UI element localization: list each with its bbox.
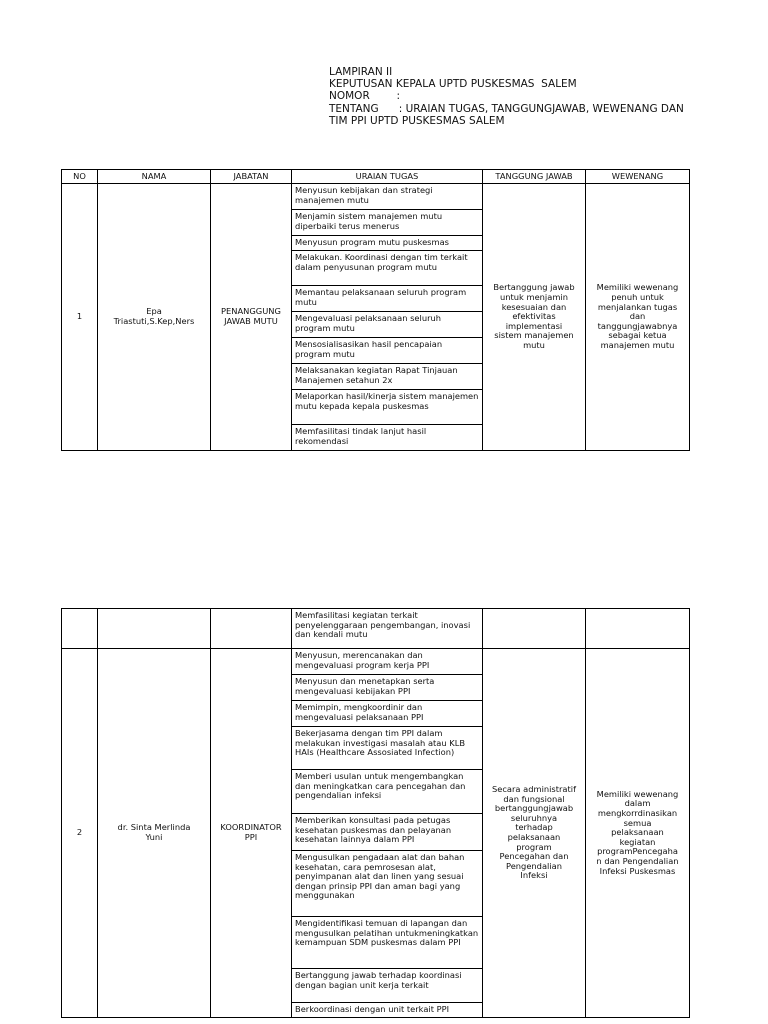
header-nama: NAMA (98, 170, 211, 184)
table-row (62, 649, 690, 675)
row-wewenang: Memiliki wewenang penuh untuk menjalankan tugas dan tanggungjawabnya sebagai ketua manajemen mutu (586, 184, 690, 451)
row-nama: dr. Sinta Merlinda Yuni (98, 649, 211, 1018)
table-row-continuation (62, 609, 690, 649)
task-item: Melaporkan hasil/kinerja sistem manajemen mutu kepada kepala puskesmas (292, 390, 483, 425)
row-tanggung-jawab: Bertanggung jawab untuk menjamin kesesuaian dan efektivitas implementasi sistem manajemen mutu (483, 184, 586, 451)
task-item: Mengusulkan pengadaan alat dan bahan kesehatan, cara pemrosesan alat, penyimpanan alat dan linen yang sesuai dengan prinsip PPI dan aman bagi yang menggunakan (292, 851, 483, 917)
row-jabatan: KOORDINATOR PPI (211, 649, 292, 1018)
empty-cell (211, 609, 292, 649)
header-uraian-tugas: URAIAN TUGAS (292, 170, 483, 184)
empty-cell (483, 609, 586, 649)
table-header-row (62, 170, 690, 184)
task-item: Memimpin, mengkoordinir dan mengevaluasi pelaksanaan PPI (292, 701, 483, 727)
task-item: Mengidentifikasi temuan di lapangan dan mengusulkan pelatihan untukmeningkatkan kemampuan SDM puskesmas dalam PPI (292, 917, 483, 969)
task-item: Berkoordinasi dengan unit terkait PPI (292, 1003, 483, 1018)
row-no: 2 (62, 649, 98, 1018)
header-line-tentang: TENTANG : URAIAN TUGAS, TANGGUNGJAWAB, WEWENANG DAN (329, 102, 684, 115)
header-wewenang: WEWENANG (586, 170, 690, 184)
empty-cell (98, 609, 211, 649)
row-jabatan: PENANGGUNG JAWAB MUTU (211, 184, 292, 451)
task-item: Mengevaluasi pelaksanaan seluruh program mutu (292, 312, 483, 338)
row-wewenang: Memiliki wewenang dalam mengkorrdinasikan semua pelaksanaan kegiatan programPencegaha n dan Pengendalian Infeksi Puskesmas (586, 649, 690, 1018)
task-item: Melakukan. Koordinasi dengan tim terkait dalam penyusunan program mutu (292, 251, 483, 286)
header-no: NO (62, 170, 98, 184)
empty-cell (586, 609, 690, 649)
table-row (62, 184, 690, 210)
task-item: Melaksanakan kegiatan Rapat Tinjauan Manajemen setahun 2x (292, 364, 483, 390)
header-line-nomor: NOMOR : (329, 90, 400, 103)
duty-table-page-1 (61, 169, 690, 451)
empty-cell (62, 609, 98, 649)
task-item: Memberikan konsultasi pada petugas kesehatan puskesmas dan pelayanan kesehatan lainnya dalam PPI (292, 814, 483, 851)
task-item: Memberi usulan untuk mengembangkan dan meningkatkan cara pencegahan dan pengendalian infeksi (292, 770, 483, 814)
task-item: Bertanggung jawab terhadap koordinasi dengan bagian unit kerja terkait (292, 969, 483, 1003)
task-item: Menyusun dan menetapkan serta mengevaluasi kebijakan PPI (292, 675, 483, 701)
task-item: Menyusun, merencanakan dan mengevaluasi program kerja PPI (292, 649, 483, 675)
task-item: Mensosialisasikan hasil pencapaian program mutu (292, 338, 483, 364)
row-nama: Epa Triastuti,S.Kep,Ners (98, 184, 211, 451)
header-jabatan: JABATAN (211, 170, 292, 184)
document-header (329, 66, 684, 127)
task-item: Menyusun program mutu puskesmas (292, 236, 483, 251)
row-no: 1 (62, 184, 98, 451)
task-item: Menyusun kebijakan dan strategi manajemen mutu (292, 184, 483, 210)
task-item: Memfasilitasi kegiatan terkait penyelenggaraan pengembangan, inovasi dan kendali mutu (292, 609, 483, 649)
task-item: Memfasilitasi tindak lanjut hasil rekomendasi (292, 425, 483, 451)
header-line-keputusan: KEPUTUSAN KEPALA UPTD PUSKESMAS SALEM (329, 78, 577, 91)
duty-table-page-2 (61, 608, 690, 1018)
task-item: Menjamin sistem manajemen mutu diperbaiki terus menerus (292, 210, 483, 236)
header-line-tim: TIM PPI UPTD PUSKESMAS SALEM (329, 114, 505, 127)
row-tanggung-jawab: Secara administratif dan fungsional bertanggungjawab seluruhnya terhadap pelaksanaan program Pencegahan dan Pengendalian Infeksi (483, 649, 586, 1018)
task-item: Memantau pelaksanaan seluruh program mutu (292, 286, 483, 312)
header-tanggung-jawab: TANGGUNG JAWAB (483, 170, 586, 184)
header-line-lampiran: LAMPIRAN II (329, 66, 393, 78)
task-item: Bekerjasama dengan tim PPI dalam melakukan investigasi masalah atau KLB HAIs (Healthcare Assosiated Infection) (292, 727, 483, 770)
